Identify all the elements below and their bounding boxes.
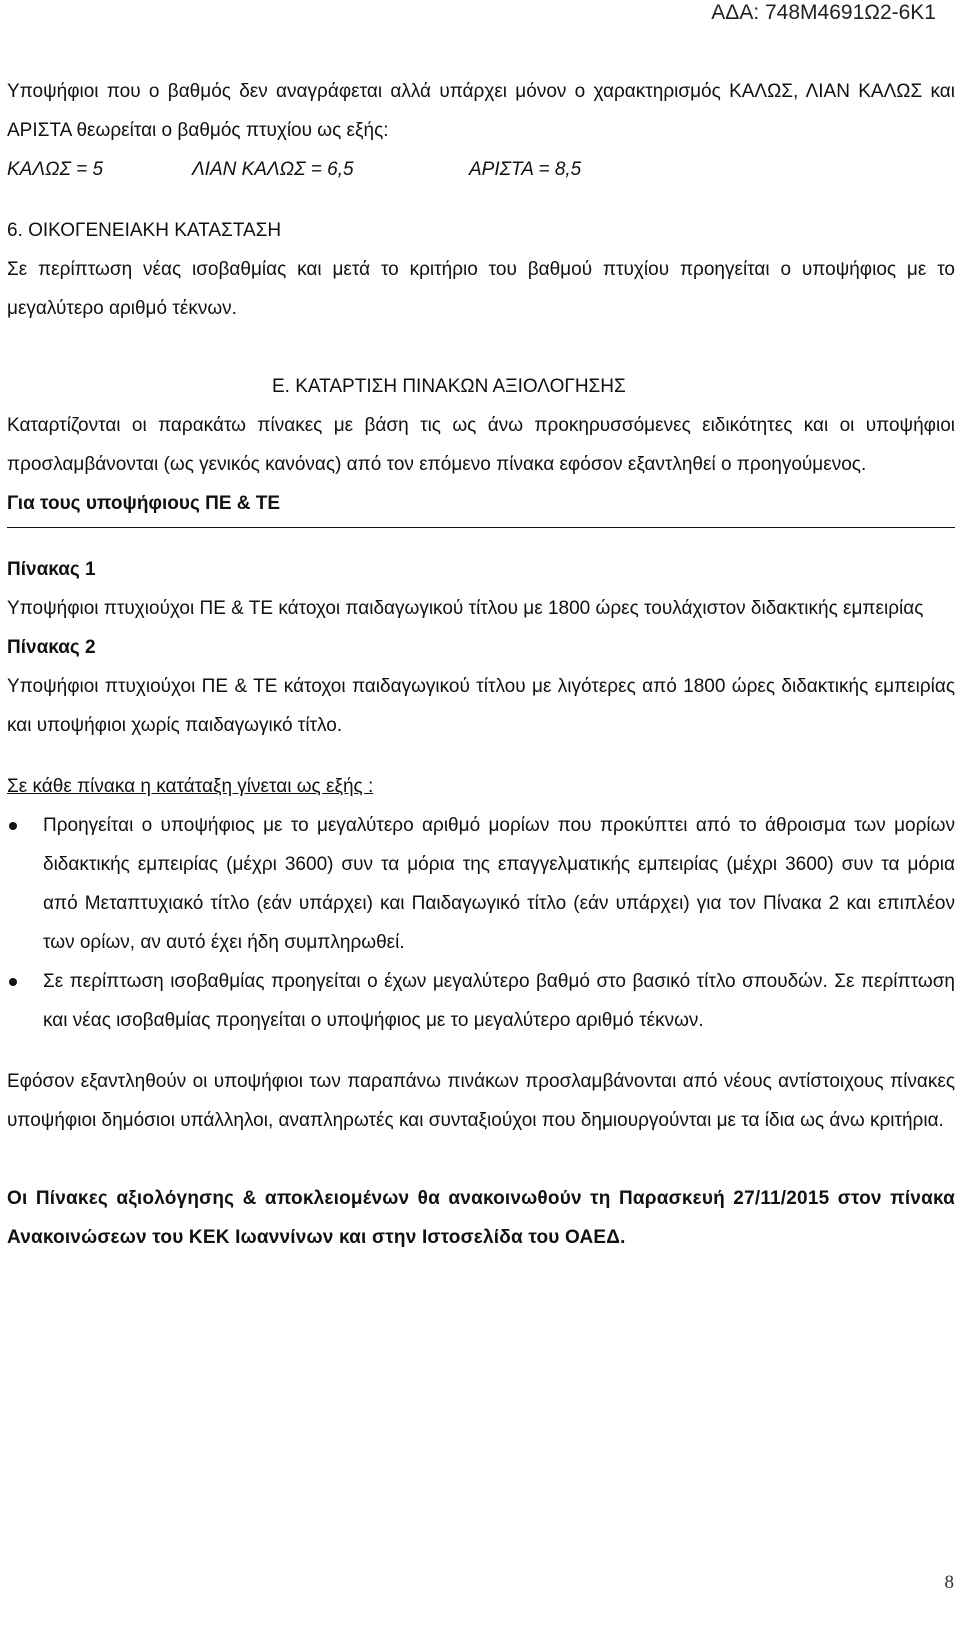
announcement-text: Οι Πίνακες αξιολόγησης & αποκλειομένων θα ανακοινωθούν τη Παρασκευή 27/11/2015 στον πίνακα Ανακοινώσεων του ΚΕΚ Ιωαννίνων και στην Ιστοσελίδα του ΟΑΕΔ. [7, 1188, 955, 1248]
list-item [7, 962, 955, 1040]
section-e-text: Καταρτίζονται οι παρακάτω πίνακες με βάση τις ως άνω προκηρυσσόμενες ειδικότητες και οι υποψήφιοι προσλαμβάνονται (ως γενικός κανόνας) από τον επόμενο πίνακα εφόσον εξαντληθεί ο προηγούμενος. [7, 415, 955, 475]
list-item [7, 806, 955, 962]
grade-lian-kalos: ΛΙΑΝ ΚΑΛΩΣ = 6,5 [192, 159, 354, 180]
section-6-title: 6. ΟΙΚΟΓΕΝΕΙΑΚΗ ΚΑΤΑΣΤΑΣΗ [7, 220, 282, 241]
section-e-title: Ε. ΚΑΤΑΡΤΙΣΗ ΠΙΝΑΚΩΝ ΑΞΙΟΛΟΓΗΣΗΣ [272, 376, 626, 397]
page-number: 8 [944, 1572, 954, 1593]
ranking-list [7, 806, 955, 1040]
grades-equivalence [7, 150, 955, 189]
ada-code: ΑΔΑ: 748Μ4691Ω2-6Κ1 [711, 1, 936, 24]
table-2-text: Υποψήφιοι πτυχιούχοι ΠΕ & ΤΕ κάτοχοι παιδαγωγικού τίτλου με λιγότερες από 1800 ώρες διδακτικής εμπειρίας και υποψήφιοι χωρίς παιδαγωγικό τίτλο. [7, 676, 955, 736]
table-1-text: Υποψήφιοι πτυχιούχοι ΠΕ & ΤΕ κάτοχοι παιδαγωγικού τίτλου με 1800 ώρες τουλάχιστον διδακτικής εμπειρίας [7, 598, 924, 619]
bullet-icon [9, 978, 17, 986]
grades-intro: Υποψήφιοι που ο βαθμός δεν αναγράφεται αλλά υπάρχει μόνον ο χαρακτηρισμός ΚΑΛΩΣ, ΛΙΑΝ ΚΑΛΩΣ και ΑΡΙΣΤΑ θεωρείται ο βαθμός πτυχίου ως εξής: [7, 81, 955, 141]
grade-arista: ΑΡΙΣΤΑ = 8,5 [469, 159, 582, 180]
section-6-text: Σε περίπτωση νέας ισοβαθμίας και μετά το κριτήριο του βαθμού πτυχίου προηγείται ο υποψήφιος με το μεγαλύτερο αριθμό τέκνων. [7, 259, 955, 319]
table-1-title: Πίνακας 1 [7, 559, 96, 580]
pe-te-subheading: Για τους υποψήφιους ΠΕ & ΤΕ [7, 493, 281, 514]
ranking-heading: Σε κάθε πίνακα η κατάταξη γίνεται ως εξής : [7, 776, 374, 797]
table-2-title: Πίνακας 2 [7, 637, 96, 658]
bullet-icon [9, 822, 17, 830]
ranking-bullet-1: Προηγείται ο υποψήφιος με το μεγαλύτερο αριθμό μορίων που προκύπτει από το άθροισμα των μορίων διδακτικής εμπειρίας (μέχρι 3600) συν τα μόρια της επαγγελματικής εμπειρίας (μέχρι 3600) συν τα μόρια από Μεταπτυχιακό τίτλο (εάν υπάρχει) και Παιδαγωγικό τίτλο (εάν υπάρχει) για τον Πίνακα 2 και επιπλέον των ορίων, αν αυτό έχει ήδη συμπληρωθεί. [43, 815, 955, 953]
ranking-bullet-2: Σε περίπτωση ισοβαθμίας προηγείται ο έχων μεγαλύτερο βαθμό στο βασικό τίτλο σπουδών. Σε περίπτωση και νέας ισοβαθμίας προηγείται ο υποψήφιος με το μεγαλύτερο αριθμό τέκνων. [43, 971, 955, 1031]
exhausted-text: Εφόσον εξαντληθούν οι υποψήφιοι των παραπάνω πινάκων προσλαμβάνονται από νέους αντίστοιχους πίνακες υποψήφιοι δημόσιοι υπάλληλοι, αναπληρωτές και συνταξιούχοι που δημιουργούνται με τα ίδια ως άνω κριτήρια. [7, 1071, 955, 1131]
document-body [7, 72, 955, 1257]
grade-kalos: ΚΑΛΩΣ = 5 [7, 159, 104, 180]
